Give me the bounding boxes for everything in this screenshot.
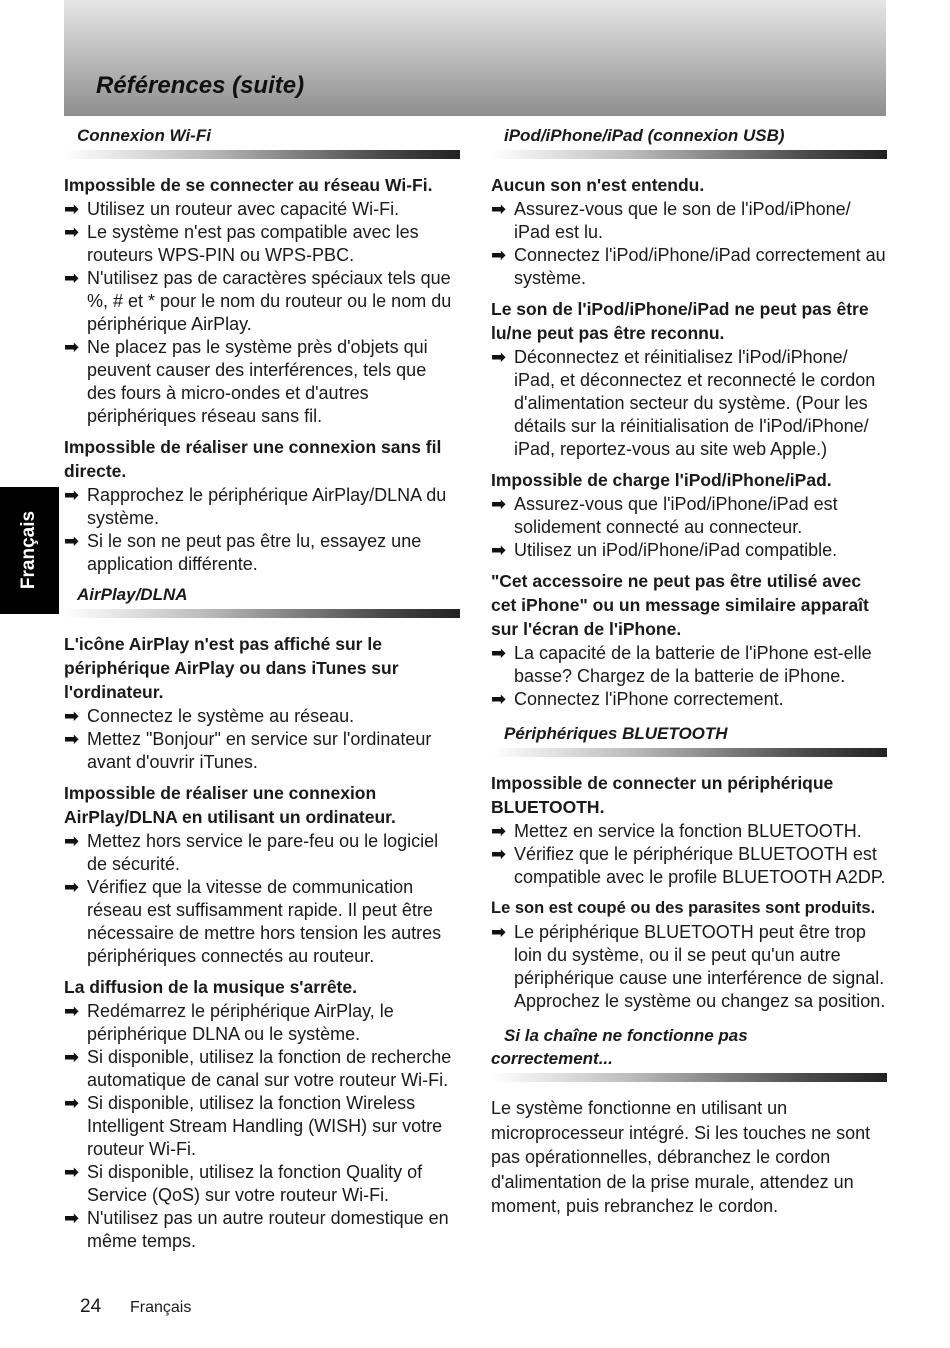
question-heading: Impossible de charge l'iPod/iPhone/iPad. xyxy=(491,470,832,490)
list-item: ➡ Ne placez pas le système près d'objets qui peuvent causer des interférences, tels que des fours à micro-ondes et d'autres périphériques réseau sans fil. xyxy=(64,337,428,426)
list-item: ➡ Rapprochez le périphérique AirPlay/DLNA du système. xyxy=(64,485,447,528)
solution-list xyxy=(64,1000,460,1253)
question-heading: Impossible de réaliser une connexion sans fil directe. xyxy=(64,437,442,481)
arrow-right-icon: ➡ xyxy=(64,706,80,726)
arrow-right-icon: ➡ xyxy=(64,485,80,505)
arrow-right-icon: ➡ xyxy=(64,268,80,288)
language-side-tab xyxy=(0,487,59,614)
arrow-right-icon: ➡ xyxy=(64,199,80,219)
page-header xyxy=(64,0,886,116)
list-item: ➡ Assurez-vous que l'iPod/iPhone/iPad est solidement connecté au connecteur. xyxy=(491,494,838,537)
arrow-right-icon: ➡ xyxy=(64,729,80,749)
solution-list xyxy=(64,484,460,576)
footer-language: Français xyxy=(130,1299,192,1316)
solution-list xyxy=(491,921,887,1013)
arrow-right-icon: ➡ xyxy=(491,643,507,663)
section-title-line: Si la chaîne ne fonctionne pas xyxy=(504,1026,748,1045)
list-item: ➡ Mettez en service la fonction BLUETOOTH. xyxy=(491,821,862,841)
arrow-right-icon: ➡ xyxy=(64,1208,80,1228)
list-item: ➡ Vérifiez que le périphérique BLUETOOTH est compatible avec le profile BLUETOOTH A2DP. xyxy=(491,844,886,887)
solution-list xyxy=(64,705,460,774)
body-paragraph: Le système fonctionne en utilisant un microprocesseur intégré. Si les touches ne sont pas opérationnelles, débranchez le cordon d'alimentation de la prise murale, attendez un moment, puis rebranchez le cordon. xyxy=(491,1098,871,1216)
solution-list xyxy=(491,642,887,711)
list-item: ➡ Mettez hors service le pare-feu ou le logiciel de sécurité. xyxy=(64,831,439,874)
list-item: ➡ Utilisez un iPod/iPhone/iPad compatible. xyxy=(491,540,838,560)
section-divider xyxy=(64,609,460,618)
section-divider xyxy=(64,150,460,159)
question-heading: "Cet accessoire ne peut pas être utilisé avec cet iPhone" ou un message similaire apparaît sur l'écran de l'iPhone. xyxy=(491,571,869,639)
arrow-right-icon: ➡ xyxy=(491,689,507,709)
question-heading: Impossible de réaliser une connexion AirPlay/DLNA en utilisant un ordinateur. xyxy=(64,783,396,827)
list-item: ➡ Mettez "Bonjour" en service sur l'ordinateur avant d'ouvrir iTunes. xyxy=(64,729,432,772)
language-tab-label: Français xyxy=(18,510,39,590)
list-item: ➡ Le périphérique BLUETOOTH peut être trop loin du système, ou il se peut qu'un autre périphérique cause une interférence de signal. Approchez le système ou changez sa position. xyxy=(491,922,886,1011)
list-item: ➡ Déconnectez et réinitialisez l'iPod/iPhone/ iPad, et déconnectez et reconnecté le cordon d'alimentation secteur du système. (Pour les détails sur la réinitialisation de l'iPod/iPhone/ iPad, reportez-vous au site web Apple.) xyxy=(491,347,876,459)
solution-list xyxy=(64,198,460,428)
arrow-right-icon: ➡ xyxy=(491,199,507,219)
list-item: ➡ Si disponible, utilisez la fonction de recherche automatique de canal sur votre routeur Wi-Fi. xyxy=(64,1047,452,1090)
question-heading: Le son est coupé ou des parasites sont produits. xyxy=(491,899,876,917)
page-title: Références (suite) xyxy=(96,72,305,99)
arrow-right-icon: ➡ xyxy=(491,494,507,514)
section-divider xyxy=(491,1073,887,1082)
arrow-right-icon: ➡ xyxy=(491,821,507,841)
arrow-right-icon: ➡ xyxy=(491,245,507,265)
list-item: ➡ Assurez-vous que le son de l'iPod/iPhone/ iPad est lu. xyxy=(491,199,851,242)
question-heading: Aucun son n'est entendu. xyxy=(491,175,705,195)
arrow-right-icon: ➡ xyxy=(64,877,80,897)
list-item: ➡ Connectez le système au réseau. xyxy=(64,706,355,726)
arrow-right-icon: ➡ xyxy=(491,922,507,942)
solution-list xyxy=(491,198,887,290)
question-heading: Impossible de se connecter au réseau Wi-Fi. xyxy=(64,175,433,195)
arrow-right-icon: ➡ xyxy=(64,531,80,551)
list-item: ➡ La capacité de la batterie de l'iPhone est-elle basse? Chargez de la batterie de iPhone. xyxy=(491,643,872,686)
right-column xyxy=(491,124,887,1219)
arrow-right-icon: ➡ xyxy=(64,337,80,357)
section-title-bluetooth: Périphériques BLUETOOTH xyxy=(504,724,728,743)
question-heading: Le son de l'iPod/iPhone/iPad ne peut pas être lu/ne peut pas être reconnu. xyxy=(491,299,869,343)
list-item: ➡ Connectez l'iPod/iPhone/iPad correctement au système. xyxy=(491,245,886,288)
arrow-right-icon: ➡ xyxy=(64,1093,80,1113)
list-item: ➡ N'utilisez pas de caractères spéciaux tels que %, # et * pour le nom du routeur ou le nom du périphérique AirPlay. xyxy=(64,268,452,334)
list-item: ➡ Si disponible, utilisez la fonction Wireless Intelligent Stream Handling (WISH) sur votre routeur Wi-Fi. xyxy=(64,1093,443,1159)
left-column xyxy=(64,124,460,1260)
solution-list xyxy=(491,820,887,889)
list-item: ➡ Vérifiez que la vitesse de communication réseau est suffisamment rapide. Il peut être nécessaire de mettre hors tension les autres périphériques connectés au routeur. xyxy=(64,877,442,966)
section-title-line: correctement... xyxy=(491,1049,613,1068)
question-heading: La diffusion de la musique s'arrête. xyxy=(64,977,357,997)
arrow-right-icon: ➡ xyxy=(64,1162,80,1182)
arrow-right-icon: ➡ xyxy=(491,347,507,367)
question-heading: L'icône AirPlay n'est pas affiché sur le périphérique AirPlay ou dans iTunes sur l'ordinateur. xyxy=(64,634,399,702)
list-item: ➡ N'utilisez pas un autre routeur domestique en même temps. xyxy=(64,1208,449,1251)
section-divider xyxy=(491,150,887,159)
list-item: ➡ Connectez l'iPhone correctement. xyxy=(491,689,784,709)
section-title-wifi: Connexion Wi-Fi xyxy=(77,126,211,145)
arrow-right-icon: ➡ xyxy=(491,844,507,864)
list-item: ➡ Si disponible, utilisez la fonction Quality of Service (QoS) sur votre routeur Wi-Fi. xyxy=(64,1162,423,1205)
list-item: ➡ Redémarrez le périphérique AirPlay, le périphérique DLNA ou le système. xyxy=(64,1001,394,1044)
arrow-right-icon: ➡ xyxy=(64,1047,80,1067)
list-item: ➡ Si le son ne peut pas être lu, essayez une application différente. xyxy=(64,531,422,574)
question-heading: Impossible de connecter un périphérique BLUETOOTH. xyxy=(491,773,834,817)
section-title-ipod: iPod/iPhone/iPad (connexion USB) xyxy=(504,126,785,145)
section-title-airplay: AirPlay/DLNA xyxy=(77,585,188,604)
section-title-malfunction xyxy=(491,1024,887,1073)
arrow-right-icon: ➡ xyxy=(491,540,507,560)
arrow-right-icon: ➡ xyxy=(64,831,80,851)
solution-list xyxy=(491,493,887,562)
section-divider xyxy=(491,748,887,757)
arrow-right-icon: ➡ xyxy=(64,1001,80,1021)
list-item: ➡ Utilisez un routeur avec capacité Wi-Fi. xyxy=(64,199,400,219)
list-item: ➡ Le système n'est pas compatible avec les routeurs WPS-PIN ou WPS-PBC. xyxy=(64,222,419,265)
arrow-right-icon: ➡ xyxy=(64,222,80,242)
solution-list xyxy=(491,346,887,461)
solution-list xyxy=(64,830,460,968)
page-number: 24 xyxy=(80,1296,102,1317)
